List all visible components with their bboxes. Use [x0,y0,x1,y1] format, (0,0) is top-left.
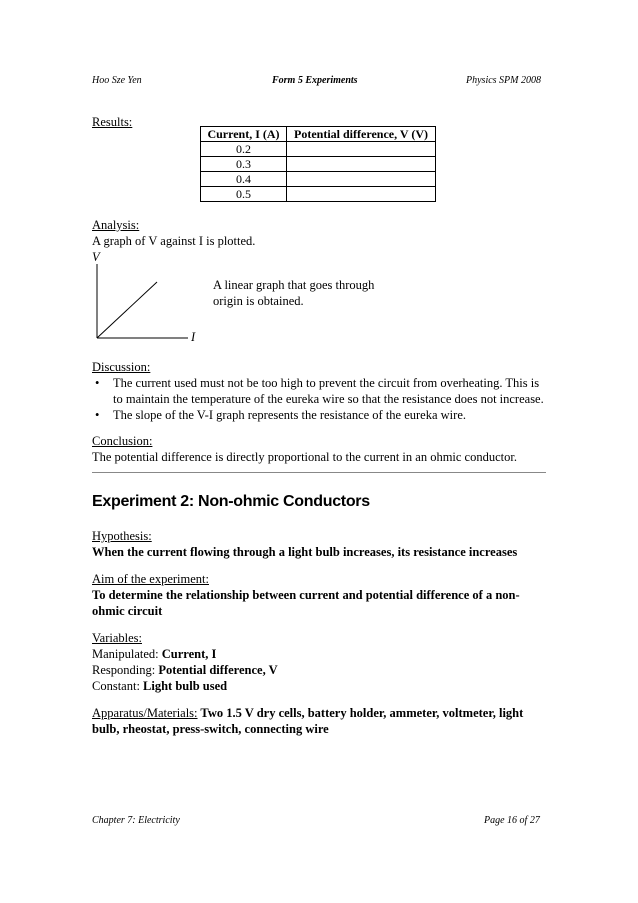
hypothesis-label: Hypothesis: [92,529,152,543]
manipulated-value: Current, I [161,647,217,661]
variables-label: Variables: [92,631,142,645]
current-value: 0.5 [201,187,287,202]
footer-page-number: Page 16 of 27 [484,815,540,826]
pd-cell [287,187,436,202]
section-divider [92,472,546,473]
responding-value: Potential difference, V [158,663,278,677]
table-row [201,142,436,157]
bullet-icon: • [95,376,100,390]
apparatus-text-2: bulb, rheostat, press-switch, connecting wire [92,722,329,736]
table-row [201,187,436,202]
header-author: Hoo Sze Yen [92,75,142,86]
experiment-2-title: Experiment 2: Non-ohmic Conductors [92,493,370,510]
vi-graph [92,262,202,344]
constant-variable [92,678,227,694]
table-header-current: Current, I (A) [201,127,287,142]
pd-cell [287,142,436,157]
conclusion-text: The potential difference is directly proportional to the current in an ohmic conductor. [92,450,517,464]
pd-cell [287,172,436,187]
table-row [201,172,436,187]
manipulated-label: Manipulated: [92,647,162,661]
bullet-icon: • [95,408,100,422]
graph-note-2: origin is obtained. [213,294,304,308]
pd-cell [287,157,436,172]
discussion-point-1-line-1: The current used must not be too high to prevent the circuit from overheating. This is [113,376,540,390]
graph-y-label: V [92,250,100,264]
footer-chapter: Chapter 7: Electricity [92,815,180,826]
current-value: 0.2 [201,142,287,157]
responding-variable [92,662,278,678]
responding-label: Responding: [92,663,159,677]
table-header-pd: Potential difference, V (V) [287,127,436,142]
apparatus-text-1: Two 1.5 V dry cells, battery holder, ammeter, voltmeter, light [197,706,524,720]
graph-x-label: I [191,330,196,344]
analysis-label: Analysis: [92,218,140,232]
constant-label: Constant: [92,679,144,693]
discussion-point-1-line-2: to maintain the temperature of the eureka wire so that the resistance does not increase. [113,392,544,406]
conclusion-label: Conclusion: [92,434,153,448]
table-row [201,157,436,172]
aim-text-line-1: To determine the relationship between current and potential difference of a non- [92,588,520,602]
header-subject: Physics SPM 2008 [466,75,541,86]
discussion-point-2: The slope of the V-I graph represents the resistance of the eureka wire. [113,408,466,422]
results-table [200,126,436,202]
aim-label: Aim of the experiment: [92,572,209,586]
header-title: Form 5 Experiments [272,75,358,86]
current-value: 0.3 [201,157,287,172]
results-label: Results: [92,115,133,129]
constant-value: Light bulb used [143,679,228,693]
aim-text-line-2: ohmic circuit [92,604,163,618]
hypothesis-text: When the current flowing through a light bulb increases, its resistance increases [92,545,518,559]
graph-note-1: A linear graph that goes through [213,278,375,292]
graph-linear-line [97,282,157,338]
analysis-line: A graph of V against I is plotted. [92,234,256,248]
apparatus-label: Apparatus/Materials: [92,706,198,720]
current-value: 0.4 [201,172,287,187]
discussion-label: Discussion: [92,360,151,374]
apparatus-line-1 [92,705,523,721]
manipulated-variable [92,646,216,662]
